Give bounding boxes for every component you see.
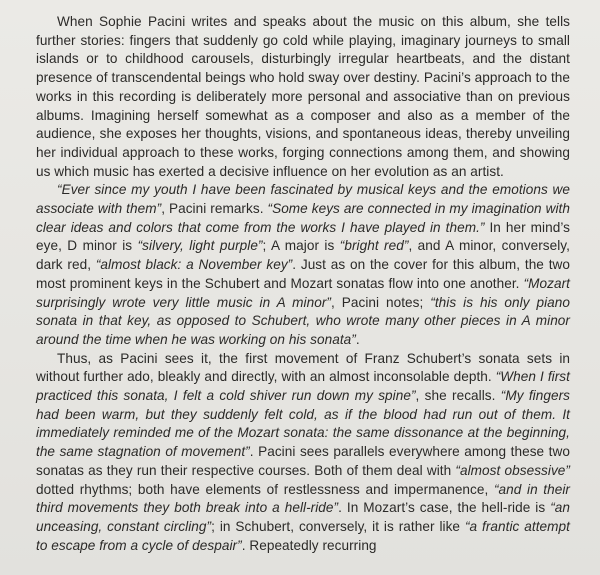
text-segment: Thus, as Pacini sees it, the first movement of Franz Schubert’s sonata sets in without further ado, bleakly and directly, with an almost inconsolable depth.: [36, 350, 570, 385]
quote-segment: “an unceasing, constant circling”: [36, 500, 570, 534]
quote-segment: “bright red”: [339, 238, 409, 254]
quote-segment: “Mozart surprisingly wrote very little music in A minor”: [36, 275, 570, 310]
quote-segment: “almost obsessive”: [455, 462, 570, 478]
quote-segment: “almost black: a November key”: [95, 257, 293, 273]
article-body: [36, 13, 570, 555]
quote-segment: “My fingers had been warm, but they suddenly felt cold, as if the blood had run out of them. It immediately reminded me of the Mozart sonata: the same dissonance at the beginning, the same stagnation of movement”: [36, 388, 570, 460]
text-segment: .: [355, 331, 360, 347]
text-segment: ; in Schubert, conversely, it is rather like: [211, 518, 465, 534]
quote-segment: “When I first practiced this sonata, I felt a cold shiver run down my spine”: [36, 369, 570, 404]
text-segment: . In Mozart’s case, the hell-ride is: [338, 500, 551, 516]
text-segment: . Just as on the cover for this album, the two most prominent keys in the Schubert and Mozart sonatas flow into one another.: [36, 257, 570, 291]
paragraph-3: [36, 350, 570, 556]
text-segment: , she recalls.: [415, 388, 501, 404]
quote-segment: “this is his only piano sonata in that key, as opposed to Schubert, who wrote many other pieces in A minor around the time when he was working on his sonata”: [36, 294, 570, 347]
text-segment: When Sophie Pacini writes and speaks about the music on this album, she tells further stories: fingers that suddenly go cold while playing, imaginary journeys to small islands or to childhood carousels, disturbingly irregular heartbeats, and the distant presence of transcendental beings who hold sway over destiny. Pacini’s approach to the works in this recording is deliberately more personal and associative than on previous albums. Imagining herself somewhat as a composer and also as a member of the audience, she exposes her thoughts, visions, and spontaneous ideas, thereby unveiling her individual approach to these works, forging connections among them, and showing us which music has exerted a decisive influence on her evolution as an artist.: [36, 14, 570, 179]
text-segment: . Pacini sees parallels everywhere among these two sonatas as they run their respective courses. Both of them deal with: [36, 444, 570, 478]
quote-segment: “and in their third movements they both break into a hell-ride”: [36, 481, 570, 516]
text-segment: , Pacini notes;: [331, 294, 431, 310]
text-segment: , and A minor, conversely, dark red,: [36, 238, 570, 273]
paragraph-2: [36, 181, 570, 349]
quote-segment: “Some keys are connected in my imagination with clear ideas and colors that come from the works I have played in them.”: [36, 201, 570, 235]
text-segment: dotted rhythms; both have elements of restlessness and impermanence,: [36, 481, 494, 497]
quote-segment: “a frantic attempt to escape from a cycle of despair”: [36, 518, 570, 553]
quote-segment: “Ever since my youth I have been fascinated by musical keys and the emotions we associate with them”: [36, 182, 570, 217]
quote-segment: “silvery, light purple”: [137, 238, 263, 254]
text-segment: , Pacini remarks.: [161, 201, 268, 217]
text-segment: . Repeatedly recurring: [241, 537, 377, 553]
text-segment: ; A major is: [262, 238, 340, 254]
paragraph-1: [36, 13, 570, 181]
text-segment: In her mind’s eye, D minor is: [36, 219, 570, 254]
